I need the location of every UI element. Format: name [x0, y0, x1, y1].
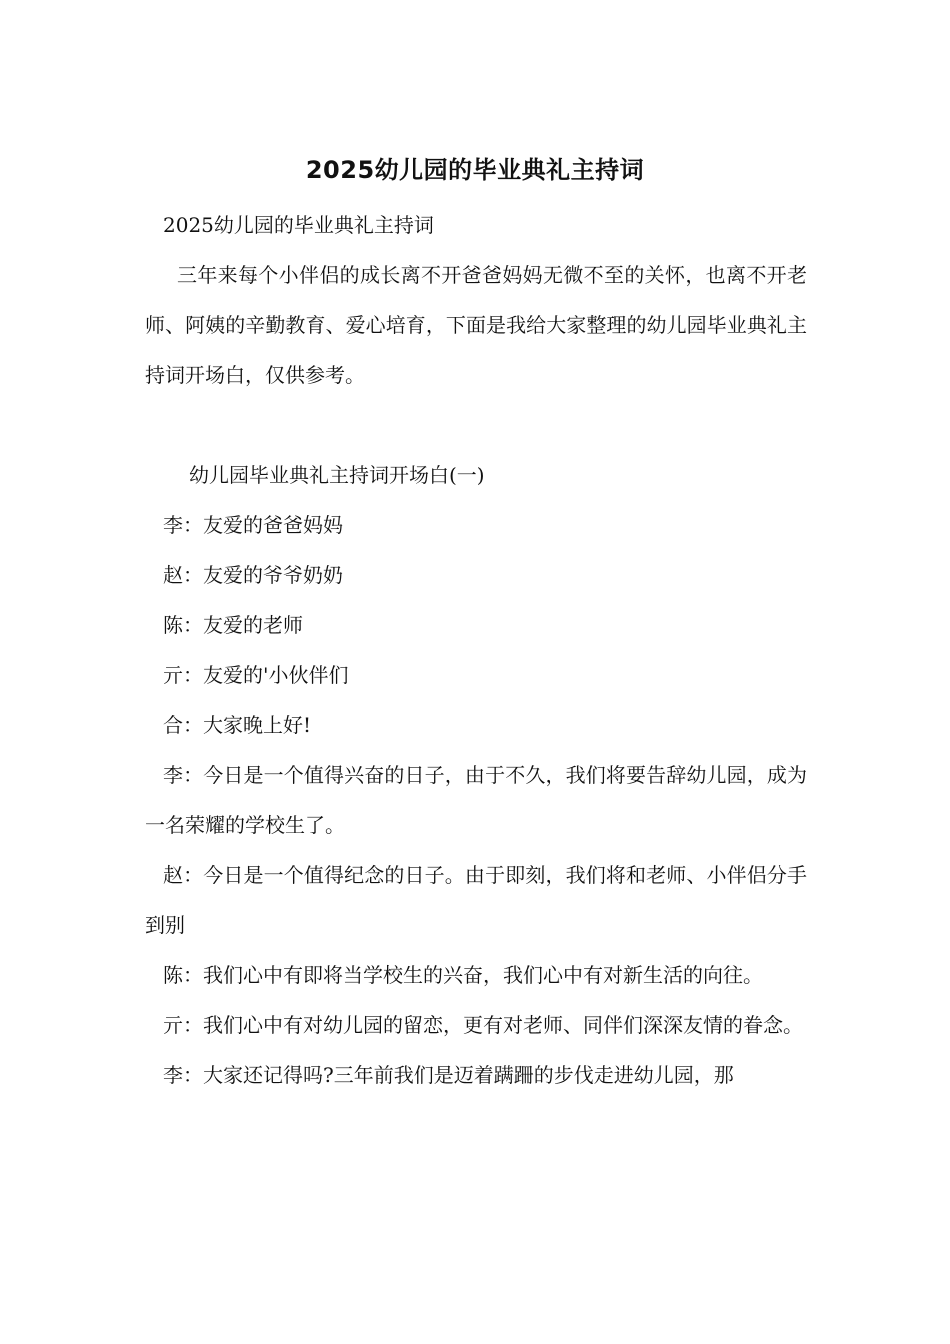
intro-paragraph: 三年来每个小伴侣的成长离不开爸爸妈妈无微不至的关怀，也离不开老师、阿姨的辛勤教育、爱心培育，下面是我给大家整理的幼儿园毕业典礼主持词开场白，仅供参考。: [145, 263, 807, 387]
dialogue-line: 李：友爱的爸爸妈妈: [163, 513, 343, 537]
dialogue-line: 李：大家还记得吗?三年前我们是迈着蹒跚的步伐走进幼儿园，那: [163, 1063, 734, 1087]
dialogue-line: 陈：友爱的老师: [163, 613, 303, 637]
dialogue-line: 李：今日是一个值得兴奋的日子，由于不久，我们将要告辞幼儿园，成为一名荣耀的学校生了。: [145, 763, 807, 837]
dialogue-line: 陈：我们心中有即将当学校生的兴奋，我们心中有对新生活的向往。: [163, 963, 763, 987]
dialogue-line: 亓：友爱的'小伙伴们: [163, 663, 349, 687]
dialogue-line: 亓：我们心中有对幼儿园的留恋，更有对老师、同伴们深深友情的眷念。: [163, 1013, 803, 1037]
blank-line: [145, 400, 807, 450]
document-title: 2025幼儿园的毕业典礼主持词: [305, 156, 645, 184]
document-body: [145, 200, 807, 1100]
dialogue-line: 赵：友爱的爷爷奶奶: [163, 563, 343, 587]
section-heading: 幼儿园毕业典礼主持词开场白(一): [189, 463, 485, 487]
dialogue-line: 合：大家晚上好!: [163, 713, 312, 737]
subtitle-paragraph: 2025幼儿园的毕业典礼主持词: [163, 213, 434, 237]
dialogue-line: 赵：今日是一个值得纪念的日子。由于即刻，我们将和老师、小伴侣分手到别: [145, 863, 807, 937]
